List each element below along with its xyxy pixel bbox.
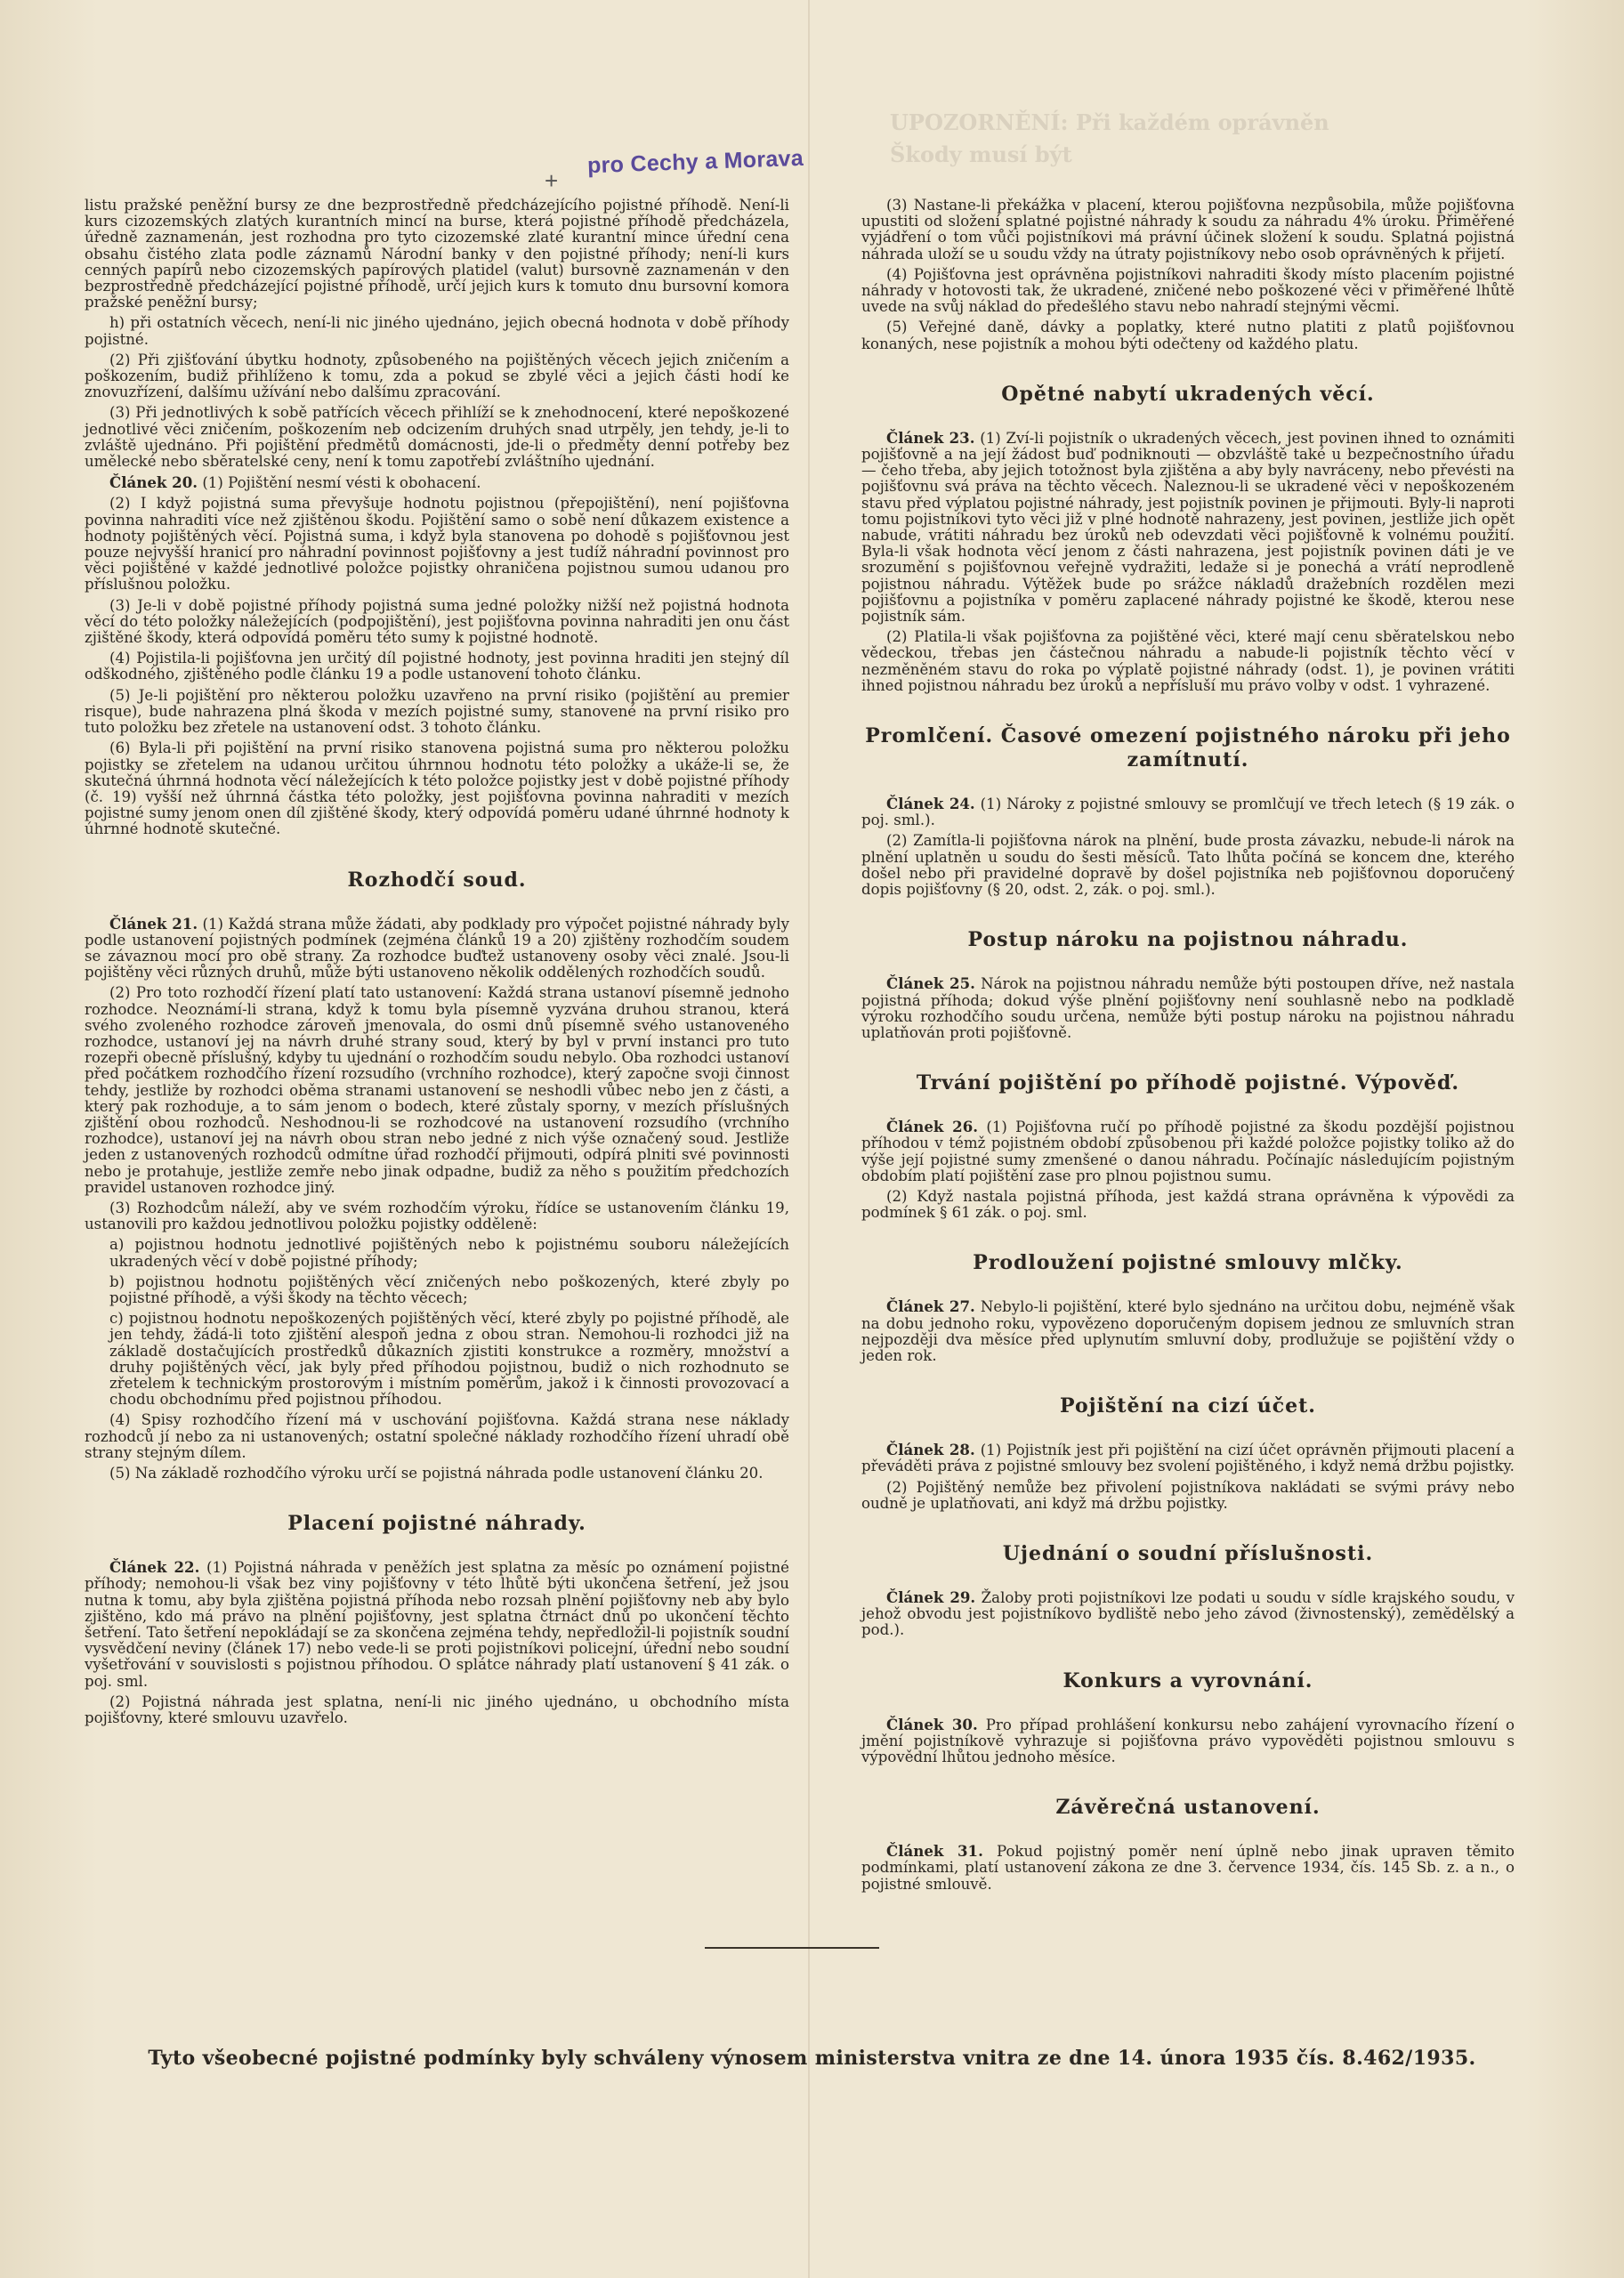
article-label: Článek 30. <box>886 1715 978 1733</box>
article-label: Článek 26. <box>886 1118 979 1136</box>
article-label: Článek 25. <box>886 974 975 993</box>
article-22 <box>85 1559 789 1690</box>
paragraph: (2) Platila-li však pojišťovna za pojištěné věci, které mají cenu sběratelskou nebo vědeckou, třebas jen částečnou náhradu a nabude-li pojistník těchto věcí v nezměněném stavu do roka po výplatě pojistné náhrady (odst. 1), je povinen vrátiti ihned pojistnou náhradu bez úroků a nepřísluší mu právo volby v odst. 1 vyhrazené. <box>861 628 1515 694</box>
article-label: Článek 29. <box>886 1587 976 1606</box>
article-text: (1) Nároky z pojistné smlouvy se promlčují ve třech letech (§ 19 zák. o poj. sml.). <box>861 796 1515 829</box>
article-29 <box>861 1589 1515 1639</box>
paragraph: (4) Spisy rozhodčího řízení má v uschování pojišťovna. Každá strana nese náklady rozhodců jí nebo za ni ustanovených; ostatní společné náklady rozhodčího řízení uhradí obě strany stejným dílem. <box>85 1411 789 1461</box>
section-heading: Placení pojistné náhrady. <box>287 1512 586 1536</box>
list-item: b) pojistnou hodnotu pojištěných věcí zničených nebo poškozených, které zbyly po pojistné příhodě, a výši škody na těchto věcech; <box>109 1272 789 1306</box>
paragraph: (5) Je-li pojištění pro některou položku uzavřeno na první risiko (pojištění au premier risque), bude nahrazena plná škoda v mezích pojistné sumy, stanovené na první risiko pro tuto položku bez zřetele na ustanovení odst. 3 tohoto článku. <box>85 686 789 737</box>
article-23 <box>861 430 1515 625</box>
bleed-line: UPOZORNĚNÍ: Při každém oprávněn <box>890 109 1329 135</box>
article-text: Pokud pojistný poměr není úplně nebo jinak upraven těmito podmínkami, platí ustanovení zákona ze dne 3. července 1934, čís. 145 Sb. z. a n., o pojistné smlouvě. <box>861 1843 1515 1893</box>
article-label: Článek 24. <box>886 795 975 813</box>
section-heading: Postup nároku na pojistnou náhradu. <box>967 928 1409 952</box>
article-text: (1) Pojistník jest při pojištění na cizí účet oprávněn přijmouti placení a převáděti práva z pojistné smlouvy bez svolení pojištěného, i když nemá držbu pojistky. <box>861 1442 1515 1475</box>
article-27 <box>861 1298 1515 1364</box>
article-31 <box>861 1843 1515 1893</box>
page-fold <box>808 0 810 2278</box>
cross-mark: + <box>545 167 559 194</box>
section-heading: Rozhodčí soud. <box>347 868 527 892</box>
article-28 <box>861 1442 1515 1474</box>
paragraph: (2) Pro toto rozhodčí řízení platí tato ustanovení: Každá strana ustanoví písemně jednoho rozhodce. Neoznámí-li strana, když k tomu byla písemně vyzvána druhou stranou, která svého zvoleného rozhodce zároveň jmenovala, do osmi dnů písemně svého ustanoveného rozhodce, ustanoví jej na návrh druhé strany soud, který by byl v první instanci pro tuto rozepři obecně příslušný, kdyby tu ujednání o rozhodčím soudu nebylo. Oba rozhodci ustanoví před počátkem rozhodčího řízení rozsudího (vrchního rozhodce), který započne svoji činnost tehdy, jestliže by rozhodci oběma stranami ustanovení se neshodli vůbec nebo jen z části, a který pak rozhoduje, a to sám jenom o bodech, které zůstaly sporny, v mezích příslušných zjištění obou rozhodců. Neshodnou-li se rozhodcové na ustanovení rozsudího (vrchního rozhodce), ustanoví jej na návrh obou stran nebo jedné z nich výše označený soud. Jestliže jeden z ustanovených rozhodců odmítne úřad rozhodčí přijmouti, odpírá plniti své povinnosti nebo je protahuje, jestliže zemře nebo jinak odpadne, budiž za něho s použitím předchozích pravidel ustanoven rozhodce jiný. <box>85 984 789 1196</box>
list-item: c) pojistnou hodnotu nepoškozených pojištěných věcí, které zbyly po pojistné příhodě, ale jen tehdy, žádá-li toto zjištění alespoň jedna z obou stran. Nemohou-li rozhodci již na základě dostačujících prostředků důkazních zjistiti konstrukce a rozměry, množství a druhy pojištěných věcí, jak byly před příhodou pojistnou, budiž o nich rozhodnuto se zřetelem k technickým prostorovým i místním poměrům, jakož i k činnosti provozovací a chodu obchodnímu před pojistnou příhodou. <box>109 1310 789 1409</box>
article-label: Článek 31. <box>886 1842 983 1861</box>
paragraph: (5) Veřejné daně, dávky a poplatky, které nutno platiti z platů pojišťovnou konaných, nese pojistník a mohou býti odečteny od každého platu. <box>861 319 1515 352</box>
article-text: (1) Pojistná náhrada v peněžích jest splatna za měsíc po oznámení pojistné příhody; nemohou-li však bez viny pojišťovny v této lhůtě býti ukončena šetření, jež jsou nutna k tomu, aby byla zjištěna pojistná příhoda nebo rozsah plnění pojišťovny neb aby bylo zjištěno, kdo má právo na plnění pojišťovny, jest splatna čtrnáct dnů po ukončení těchto šetření. Tato šetření nepokládají se za skončena zejména tehdy, nepředložil-li pojistník soudní vysvědčení neviny (článek 17) nebo vede-li se proti pojistníkovi policejní, úřední nebo soudní vyšetřování v souvislosti s pojistnou příhodou. O splátce náhrady platí ustanovení § 41 zák. o poj. sml. <box>85 1559 789 1690</box>
article-26 <box>861 1119 1515 1184</box>
paragraph: listu pražské peněžní bursy ze dne bezprostředně předcházejícího pojistné příhodě. Není-li kurs cizozemských zlatých kurantních mincí na burse, která pojistné příhodě předcházela, úředně zaznamenán, jest rozhodna pro tyto cizozemské zlaté kurantní mince úřední cena obsahu čistého zlata podle záznamů Národní banky v den pojistné příhody; není-li kurs cenných papírů nebo cizozemských papírových platidel (valut) bursovně zaznamenán v den bezprostředně předcházející pojistné příhodě, určí jejich kurs k tomuto dnu bursovní komora pražské peněžní bursy; <box>85 197 789 311</box>
stamp: pro Cechy a Morava <box>586 145 804 179</box>
bleed-line: Škody musí být <box>890 141 1072 167</box>
paragraph: (2) Zamítla-li pojišťovna nárok na plnění, bude prosta závazku, nebude-li nárok na plnění uplatněn u soudu do šesti měsíců. Tato lhůta počíná se koncem dne, kterého došel nebo při pravidelné dopravě by došel pojistníka neb pojišťovnou doporučený dopis pojišťovny (§ 20, odst. 2, zák. o poj. sml.). <box>861 832 1515 899</box>
approval-footer: Tyto všeobecné pojistné podmínky byly schváleny výnosem ministerstva vnitra ze dne 14. února 1935 čís. 8.462/1935. <box>148 2047 1476 2070</box>
article-label: Článek 21. <box>109 914 198 933</box>
article-label: Článek 27. <box>886 1297 975 1316</box>
article-label: Článek 28. <box>886 1441 975 1459</box>
article-text: (1) Pojištění nesmí vésti k obohacení. <box>202 474 481 492</box>
paragraph: h) při ostatních věcech, není-li nic jiného ujednáno, jejich obecná hodnota v době příhody pojistné. <box>85 314 789 348</box>
section-heading: Závěrečná ustanovení. <box>1055 1796 1321 1820</box>
article-text: Žaloby proti pojistníkovi lze podati u soudu v sídle krajského soudu, v jehož obvodu jest pojistníkovo bydliště nebo jeho závod (živnostenský), zemědělský a pod.). <box>861 1588 1515 1639</box>
article-label: Článek 20. <box>109 473 198 492</box>
paragraph: (2) Pojistná náhrada jest splatna, není-li nic jiného ujednáno, u obchodního místa pojišťovny, které smlouvu uzavřelo. <box>85 1692 789 1727</box>
article-24 <box>861 796 1515 828</box>
paragraph: (3) Při jednotlivých k sobě patřících věcech přihlíží se k znehodnocení, které nepoškozené jednotlivé věci zničením, poškozením neb odcizením druhých snad utrpěly, jen tehdy, je-li to zvláště ujednáno. Při pojištění předmětů domácnosti, jde-li o předměty denní potřeby bez umělecké nebo sběratelské ceny, není k tomu zapotřebí zvláštního ujednání. <box>85 404 789 471</box>
paragraph: (5) Na základě rozhodčího výroku určí se pojistná náhrada podle ustanovení článku 20. <box>109 1465 764 1482</box>
bleed-through-text <box>890 107 1584 171</box>
paragraph: (3) Rozhodcům náleží, aby ve svém rozhodčím výroku, řídíce se ustanovením článku 19, ustanovili pro každou jednotlivou položku pojistky odděleně: <box>85 1199 789 1233</box>
divider-rule <box>705 1947 879 1949</box>
list-item: a) pojistnou hodnotu jednotlivé pojištěných nebo k pojistnému souboru náležejících ukradených věcí v době pojistné příhody; <box>109 1236 789 1270</box>
article-25 <box>861 975 1515 1041</box>
article-label: Článek 23. <box>886 428 975 447</box>
article-text: (1) Pojišťovna ručí po příhodě pojistné za škodu pozdější pojistnou příhodou v témž pojistném období způsobenou při každé položce pojistky toliko až do výše její pojistné sumy zmenšené o danou náhradu. Počínajíc následujícím pojistným obdobím platí pojištění zase pro plnou pojistnou sumu. <box>861 1119 1515 1184</box>
paragraph: (3) Je-li v době pojistné příhody pojistná suma jedné položky nižší než pojistná hodnota věcí do této položky náležejících (podpojištění), jest pojišťovna povinna nahraditi jen onu část zjištěné škody, která odpovídá poměru této sumy k pojistné hodnotě. <box>85 596 789 647</box>
paragraph: (2) Když nastala pojistná příhoda, jest každá strana oprávněna k výpovědi za podmínek § 61 zák. o poj. sml. <box>861 1187 1515 1222</box>
section-heading: Ujednání o soudní příslušnosti. <box>1002 1541 1374 1565</box>
section-heading: Konkurs a vyrovnání. <box>1062 1668 1313 1692</box>
article-21 <box>85 916 789 981</box>
section-heading: Prodloužení pojistné smlouvy mlčky. <box>973 1251 1403 1275</box>
article-text: (1) Zví-li pojistník o ukradených věcech, jest povinen ihned to oznámiti pojišťovně a na její žádost buď podniknouti — obzvláště také u bezpečnostního úřadu — čeho třeba, aby jejich totožnost byla zjištěna a aby byly navráceny, nebo převésti na pojišťovnu svá práva na těchto věcech. Naleznou-li se ukradené věci v nepoškozeném stavu před výplatou pojistné náhrady, jest pojistník povinen je přijmouti. Byly-li naproti tomu pojistníkovi tyto věci již v plné hodnotě nahrazeny, jest povinen, jestliže jich opět nabude, vrátiti náhradu bez úroků neb odevzdati věci pojišťovně k volnému použití. Byla-li však hodnota věcí jenom z části nahrazena, jest pojistník povinen dáti je ve srozumění s pojišťovnou veřejně vydražiti, ledaže si je ponechá a vrátí neprodleně pojistnou náhradu. Výtěžek bude po srážce nákladů dražebních rozdělen mezi pojišťovnu a pojistníka v poměru zaplacené náhrady pojistné ke škodě, kterou nese pojistník sám. <box>861 429 1515 626</box>
paragraph: (2) Pojištěný nemůže bez přivolení pojistníkova nakládati se svými právy nebo oudně je uplatňovati, ani když má držbu pojistky. <box>861 1478 1515 1512</box>
paragraph: (6) Byla-li při pojištění na první risiko stanovena pojistná suma pro některou položku pojistky se zřetelem na udanou určitou úhrnnou hodnotu této položky a ukáže-li se, že skutečná úhrnná hodnota věcí náležejících k této položce pojistky jest v době pojistné příhody (č. 19) vyšší než úhrnná částka této položky, jest pojišťovna povinna nahraditi v mezích pojistné sumy jenom onen díl zjištěné škody, který odpovídá poměru udané úhrnné hodnoty k úhrnné hodnotě skutečné. <box>85 739 789 838</box>
left-column <box>85 198 789 1731</box>
article-text: Pro případ prohlášení konkursu nebo zahájení vyrovnacího řízení o jmění pojistníkově vyhrazuje si pojišťovna právo vypověděti pojistnou smlouvu s výpovědní lhůtou jednoho měsíce. <box>861 1716 1515 1765</box>
paragraph: (3) Nastane-li překážka v placení, kterou pojišťovna nezpůsobila, může pojišťovna upustiti od složení splatné pojistné náhrady k soudu za náhradu 4% úroku. Přiměřené vyjádření o tom vůči pojistníkovi má právní účinek složení k soudu. Splatná pojistná náhrada uloží se u soudu vždy na útraty pojistníkovy nebo osob oprávněných k přijetí. <box>861 197 1515 263</box>
paragraph: (4) Pojišťovna jest oprávněna pojistníkovi nahraditi škody místo placením pojistné náhrady v hotovosti tak, že ukradené, zničené nebo poškozené věci v přiměřené lhůtě uvede na svůj náklad do předešlého stavu nebo nahradí stejnými věcmi. <box>861 265 1515 316</box>
article-20 <box>85 474 789 491</box>
article-label: Článek 22. <box>109 1558 200 1577</box>
section-heading: Promlčení. Časové omezení pojistného nároku při jeho zamítnutí. <box>865 724 1511 772</box>
article-text: Nebylo-li pojištění, které bylo sjednáno na určitou dobu, nejméně však na dobu jednoho roku, vypovězeno doporučeným dopisem jednou ze smluvních stran nejpozději dva měsíce před uplynutím smluvní doby, prodlužuje se pojištění vždy o jeden rok. <box>861 1298 1515 1364</box>
article-text: (1) Každá strana může žádati, aby podklady pro výpočet pojistné náhrady byly podle ustanovení pojistných podmínek (zejména článků 19 a 20) zjištěny rozhodčím soudem se závaznou mocí pro obě strany. Za rozhodce buďtež ustanoveny osoby věci znalé. Jsou-li pojištěny věci různých druhů, může býti ustanoveno několik oddělených rozhodčích soudů. <box>85 915 789 981</box>
article-30 <box>861 1717 1515 1766</box>
section-heading: Pojištění na cizí účet. <box>1060 1394 1316 1418</box>
section-heading: Opětné nabytí ukradených věcí. <box>1001 382 1375 406</box>
paragraph: (2) I když pojistná suma převyšuje hodnotu pojistnou (přepojištění), není pojišťovna povinna nahraditi více než zjištěnou škodu. Pojištění samo o sobě není důkazem existence a hodnoty pojištěných věcí. Pojistná suma, i když byla stanovena po dohodě s pojišťovnou jest pouze nejvyšší hranicí pro náhradní povinnost pojišťovny a jest tudíž náhradní povinnost pro věci pojištěné v každé jednotlivé položce pojistky ohraničena pojistnou sumou udanou pro příslušnou položku. <box>85 495 789 594</box>
right-column <box>861 198 1515 1897</box>
section-heading: Trvání pojištění po příhodě pojistné. Výpověď. <box>916 1071 1460 1095</box>
article-text: Nárok na pojistnou náhradu nemůže býti postoupen dříve, než nastala pojistná příhoda; dokud výše plnění pojišťovny není souhlasně nebo na podkladě výroku rozhodčího soudu určena, nemůže býti postup nároku na pojistnou náhradu uplatňován proti pojišťovně. <box>861 975 1515 1041</box>
paragraph: (4) Pojistila-li pojišťovna jen určitý díl pojistné hodnoty, jest povinna hraditi jen stejný díl odškodného, zjištěného podle článku 19 a podle ustanovení tohoto článku. <box>85 650 789 683</box>
paragraph: (2) Při zjišťování úbytku hodnoty, způsobeného na pojištěných věcech jejich zničením a poškozením, budiž přihlíženo k tomu, zda a pokud se zbylé věci a jejich části hodí ke znovuzřízení, dalšímu užívání nebo dalšímu zpracování. <box>85 351 789 401</box>
